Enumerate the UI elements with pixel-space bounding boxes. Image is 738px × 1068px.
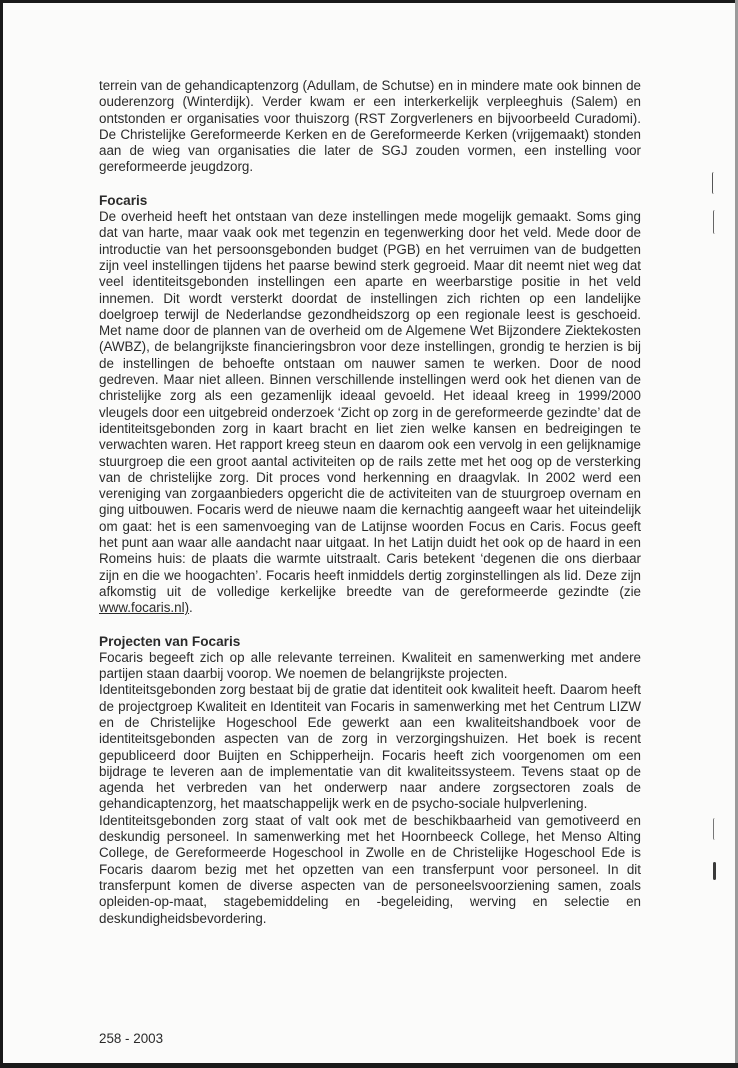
projecten-paragraph-1: Focaris begeeft zich op alle relevante terreinen. Kwaliteit en samenwerking met andere partijen staan daarbij voorop. We noemen de belangrijkste projecten. <box>99 649 641 682</box>
focaris-heading: Focaris <box>99 192 148 208</box>
projecten-paragraph-2: Identiteitsgebonden zorg bestaat bij de gratie dat identiteit ook kwaliteit heeft. Daarom heeft de projectgroep Kwaliteit en Identiteit van Focaris in samenwerking met het Centrum LIZW en de Christelijke Hogeschool Ede gewerkt aan een kwaliteitshandboek voor de identiteitsgebonden aspecten van de zorg in verzorgingshuizen. Het boek is recent gepubliceerd door Buijten en Schipperheijn. Focaris heeft zich voorgenomen om een bijdrage te leveren aan de implementatie van dit kwaliteitssysteem. Tevens staat op de agenda het verbreden van het onderwerp naar andere zorgsectoren zoals de gehandicaptenzorg, het maatschappelijk werk en de psycho-sociale hulpverlening. <box>99 682 641 812</box>
margin-mark <box>713 862 716 880</box>
projecten-heading: Projecten van Focaris <box>99 633 241 649</box>
focaris-paragraph <box>99 209 641 616</box>
margin-mark <box>713 210 717 234</box>
body-text <box>99 78 641 927</box>
margin-mark <box>713 818 717 840</box>
scan-border-left <box>0 0 3 1068</box>
intro-paragraph: terrein van de gehandicaptenzorg (Adullam, de Schutse) en in mindere mate ook binnen de ouderenzorg (Winterdijk). Verder kwam er een interkerkelijk verpleeghuis (Salem) en ontstonden er organisaties voor thuiszorg (RST Zorgverleners en bijvoorbeeld Curadomi). De Christelijke Gereformeerde Kerken en de Gereformeerde Kerken (vrijgemaakt) stonden aan de wieg van organisaties die later de SGJ zouden vormen, een instelling voor gereformeerde jeugdzorg. <box>99 78 641 175</box>
projecten-paragraph-3: Identiteitsgebonden zorg staat of valt ook met de beschikbaarheid van gemotiveerd en deskundig personeel. In samenwerking met het Hoornbeeck College, het Menso Alting College, de Gereformeerde Hogeschool in Zwolle en de Christelijke Hogeschool Ede is Focaris daarom bezig met het opzetten van een transferpunt voor personeel. In dit transferpunt komen de diverse aspecten van de personeelsvoorziening samen, zoals opleiden-op-maat, stagebemiddeling en -begeleiding, werving en selectie en deskundigheidsbevordering. <box>99 812 641 926</box>
section-gap <box>99 176 641 193</box>
scan-border-bottom <box>0 1063 738 1068</box>
focaris-end: . <box>189 600 193 616</box>
section-gap <box>99 617 641 634</box>
scan-border-top <box>0 0 738 3</box>
page-footer: 258 - 2003 <box>99 1031 164 1046</box>
margin-mark <box>712 172 716 194</box>
focaris-body: De overheid heeft het ontstaan van deze instellingen mede mogelijk gemaakt. Soms ging dat van harte, maar vaak ook met tegenzin en tegenwerking door het veld. Mede door de introductie van het persoonsgebonden budget (PGB) en het verruimen van de budgetten zijn veel instellingen tijdens het paarse bewind sterk gegroeid. Maar dit neemt niet weg dat veel identiteitsgebonden instellingen een aparte en weerbarstige positie in het veld innemen. Dit wordt versterkt doordat de instellingen zich richten op een landelijke doelgroep terwijl de Nederlandse gezondheidszorg op een regionale leest is geschoeid. Met name door de plannen van de overheid om de Algemene Wet Bijzondere Ziektekosten (AWBZ), de belangrijkste financieringsbron voor deze instellingen, grondig te herzien is bij de instellingen de behoefte ontstaan om nauwer samen te werken. Door de nood gedreven. Maar niet alleen. Binnen verschillende instellingen werd ook het dienen van de christelijke zorg als een gezamenlijk ideaal gevoeld. Het ideaal kreeg in 1999/2000 vleugels door een uitgebreid onderzoek ‘Zicht op zorg in de gereformeerde gezindte’ dat de identiteitsgebonden zorg in kaart bracht en liet zien welke kansen en bedreigingen te verwachten waren. Het rapport kreeg steun en daarom ook een vervolg in een gelijknamige stuurgroep die een groot aantal activiteiten op de rails zette met het oog op de versterking van de christelijke zorg. Dit proces vond herkenning en draagvlak. In 2002 werd een vereniging van zorgaanbieders opgericht die de activiteiten van de stuurgroep overnam en ging uitbouwen. Focaris werd de nieuwe naam die kernachtig aangeeft waar het uiteindelijk om gaat: het is een samenvoeging van de Latijnse woorden Focus en Caris. Focus geeft het punt aan waar alle aandacht naar uitgaat. In het Latijn duidt het ook op de haard in een Romeins huis: de plaats die warmte uitstraalt. Caris betekent ‘degenen die ons dierbaar zijn en die we hoogachten’. Focaris heeft inmiddels dertig zorginstellingen als lid. Deze zijn afkomstig uit de volledige kerkelijke breedte van de gereformeerde gezindte (zie <box>99 209 641 599</box>
focaris-website-link[interactable]: www.focaris.nl) <box>99 600 190 616</box>
